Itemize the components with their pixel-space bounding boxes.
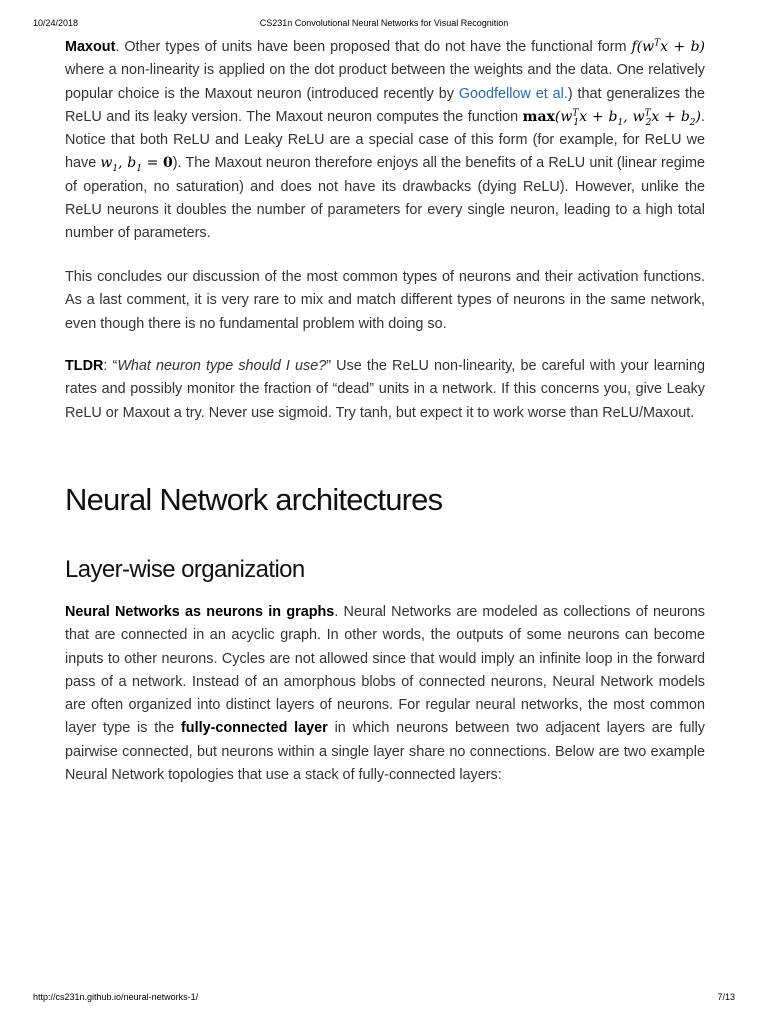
- goodfellow-link[interactable]: Goodfellow et al.: [458, 85, 568, 102]
- conclusion-paragraph: This concludes our discussion of the most common types of neurons and their activation functions. As a last comment, it is very rare to mix and match different types of neurons in the same network, even though there is no fundamental problem with doing so.: [65, 269, 705, 332]
- page-number: 7/13: [717, 992, 735, 1002]
- fully-connected-term: fully-connected layer: [181, 720, 328, 737]
- tldr-paragraph: TLDR: “What neuron type should I use?” Use the ReLU non-linearity, be careful with your learning rates and possibly monitor the fraction of “dead” units in a network. If this concerns you, give Leaky ReLU or Maxout a try. Never use sigmoid. Try tanh, but expect it to work worse than ReLU/Maxout.: [65, 358, 705, 421]
- maxout-paragraph: Maxout. Other types of units have been proposed that do not have the functional form $f(w^Tx + b)$ where a non-linearity is applied on the dot product between the weights and the data. One relatively popular choice is the Maxout neuron (introduced recently by Goodfellow et al.) that generalizes the ReLU and its leaky version. The Maxout neuron computes the function $\max(w^T_1x + b_1$, $w^T_2x + b_2$). Notice that both ReLU and Leaky ReLU are a special case of this form (for example, for ReLU we have $w_1$, $b_1 = 0$). The Maxout neuron therefore enjoys all the benefits of a ReLU unit (linear regime of operation, no saturation) and does not have its drawbacks (dying ReLU). However, unlike the ReLU neurons it doubles the number of parameters for every single neuron, leading to a high total number of parameters.: [65, 38, 706, 242]
- print-date: 10/24/2018: [33, 18, 79, 28]
- formula-relu-case: $w_1$, $b_1 = 0$: [100, 155, 173, 175]
- graphs-term: Neural Networks as neurons in graphs: [65, 604, 335, 620]
- section-heading: Neural Network architectures: [65, 482, 443, 517]
- subsection-heading: Layer-wise organization: [65, 556, 305, 583]
- formula-maxout: $\max(w^T_1x + b_1$, $w^T_2x + b_2$): [522, 108, 701, 128]
- print-title: CS231n Convolutional Neural Networks for Visual Recognition: [259, 18, 509, 28]
- print-url: http://cs231n.github.io/neural-networks-1/: [33, 992, 199, 1002]
- tldr-term: TLDR: [65, 358, 104, 374]
- graphs-paragraph: Neural Networks as neurons in graphs. Neural Networks are modeled as collections of neurons that are connected in an acyclic graph. In other words, the outputs of some neurons can become inputs to other neurons. Cycles are not allowed since that would imply an infinite loop in the forward pass of a network. Instead of an amorphous blobs of connected neurons, Neural Network models are often organized into distinct layers of neurons. For regular neural networks, the most common layer type is the fully-connected layer in which neurons between two adjacent layers are fully pairwise connected, but neurons within a single layer share no connections. Below are two example Neural Network topologies that use a stack of fully-connected layers:: [65, 604, 705, 784]
- formula-linear: $f(w^Tx + b)$: [631, 38, 706, 55]
- tldr-question: What neuron type should I use?: [117, 358, 327, 374]
- maxout-term: Maxout: [65, 39, 116, 55]
